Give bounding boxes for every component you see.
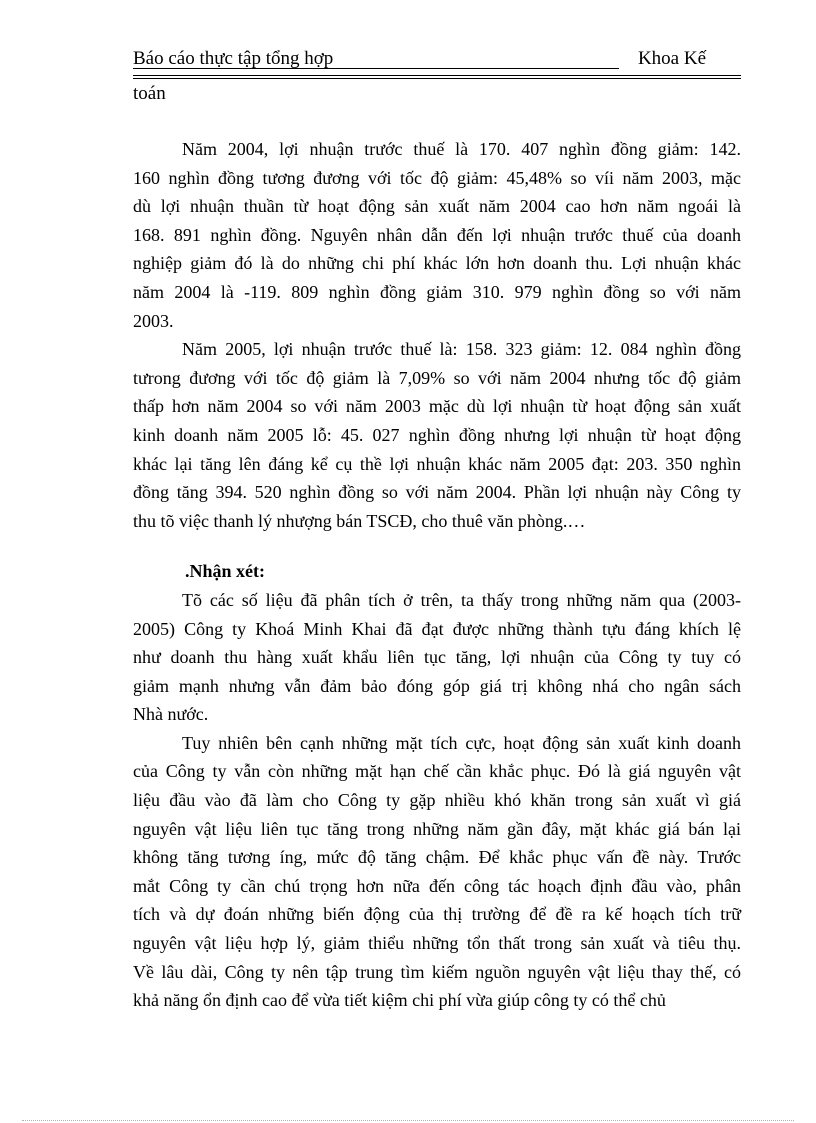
text-line: Năm 2004, lợi nhuận trước thuế là 170. 407 nghìn đồng giảm: 142.	[182, 139, 741, 159]
text-line: 168. 891 nghìn đồng. Nguyên nhân dẫn đến lợi nhuận trước thuế của doanh	[133, 224, 741, 245]
text-line: kinh doanh năm 2005 lỗ: 45. 027 nghìn đồng nhưng lợi nhuận từ hoạt động	[133, 424, 741, 445]
text-line: tưrong đương với tốc độ giảm là 7,09% so với năm 2004 nhưng tốc độ giảm	[133, 367, 741, 388]
document-content	[133, 46, 741, 1015]
text-line: giảm mạnh nhưng vẫn đảm bảo đóng góp giá trị không nhá cho ngân sách	[133, 675, 741, 696]
paragraph-achievements	[133, 586, 741, 729]
text-line: dù lợi nhuận thuần từ hoạt động sản xuất năm 2004 cao hơn năm ngoái là	[133, 196, 741, 217]
text-line: thu tõ việc thanh lý nhượng bán TSCĐ, cho thuê văn phòng.…	[133, 510, 586, 531]
text-line: Tuy nhiên bên cạnh những mặt tích cực, hoạt động sản xuất kinh doanh	[182, 732, 741, 753]
text-line: nguyên vật liệu liên tục tăng trong những năm gần đây, mặt khác giá bán lại	[133, 818, 741, 839]
text-line: như doanh thu hàng xuất khẩu liên tục tăng, lợi nhuận của Công ty tuy có	[133, 647, 741, 668]
text-line: không tăng tương íng, mức độ tăng chậm. Để khắc phục vấn đề này. Trước	[133, 847, 741, 868]
page-bottom-dotted-line	[22, 1120, 794, 1121]
note-heading: .Nhận xét:	[185, 561, 265, 582]
text-line: nguyên vật liệu hợp lý, giảm thiểu những tổn thất trong sản xuất và tiêu thụ.	[133, 933, 741, 954]
paragraph-2005-profit-analysis	[133, 335, 741, 535]
text-line: của Công ty vẫn còn những mặt hạn chế cần khắc phục. Đó là giá nguyên vật	[133, 761, 741, 782]
document-body	[133, 135, 741, 1015]
paragraph-2004-profit-analysis	[133, 135, 741, 335]
text-line: đồng tăng 394. 520 nghìn đồng so với năm 2004. Phần lợi nhuận này Công ty	[133, 482, 741, 503]
text-line: 2003.	[133, 310, 174, 331]
text-line: Tõ các số liệu đã phân tích ở trên, ta thấy trong những năm qua (2003-	[182, 589, 741, 610]
text-line: khác lại tăng lên đáng kể cụ thề lợi nhuận khác năm 2005 đạt: 203. 350 nghìn	[133, 453, 741, 474]
page-header	[133, 46, 741, 107]
header-tab-underline	[133, 68, 619, 69]
header-row	[133, 46, 741, 79]
text-line: Về lâu dài, Công ty nên tập trung tìm kiếm nguồn nguyên vật liệu thay thế, có	[133, 961, 741, 982]
text-line: Nhà nước.	[133, 704, 209, 725]
text-line: liệu đầu vào đã làm cho Công ty gặp nhiều khó khăn trong sản xuất vì giá	[133, 790, 741, 811]
text-line: năm 2004 là -119. 809 nghìn đồng giảm 310. 979 nghìn đồng so với năm	[133, 281, 741, 302]
header-right-title: Khoa Kế	[637, 48, 706, 69]
text-line: khả năng ổn định cao để vừa tiết kiệm chi phí vừa giúp công ty có thể chủ	[133, 990, 666, 1011]
text-line: nghiệp giảm đó là do những chi phí khác lớn hơn doanh thu. Lợi nhuận khác	[133, 253, 741, 274]
text-line: 160 nghìn đồng tương đương với tốc độ giảm: 45,48% so víi năm 2003, mặc	[133, 167, 741, 188]
header-wrapped-text: toán	[133, 83, 166, 104]
text-line: mắt Công ty cần chú trọng hơn nữa đến công tác hoạch định đầu vào, phân	[133, 875, 741, 896]
header-left-title: Báo cáo thực tập tổng hợp	[133, 48, 334, 69]
text-line: 2005) Công ty Khoá Minh Khai đã đạt được những thành tựu đáng khích lệ	[133, 618, 741, 639]
text-line: thấp hơn năm 2004 so với năm 2003 mặc dù lợi nhuận từ hoạt động sản xuất	[133, 396, 741, 417]
paragraph-limitations-recommendations	[133, 729, 741, 1015]
text-line: Năm 2005, lợi nhuận trước thuế là: 158. 323 giảm: 12. 084 nghìn đồng	[182, 339, 741, 360]
text-line: tích và dự đoán những biến động của thị trường để đề ra kế hoạch tích trữ	[133, 904, 741, 925]
